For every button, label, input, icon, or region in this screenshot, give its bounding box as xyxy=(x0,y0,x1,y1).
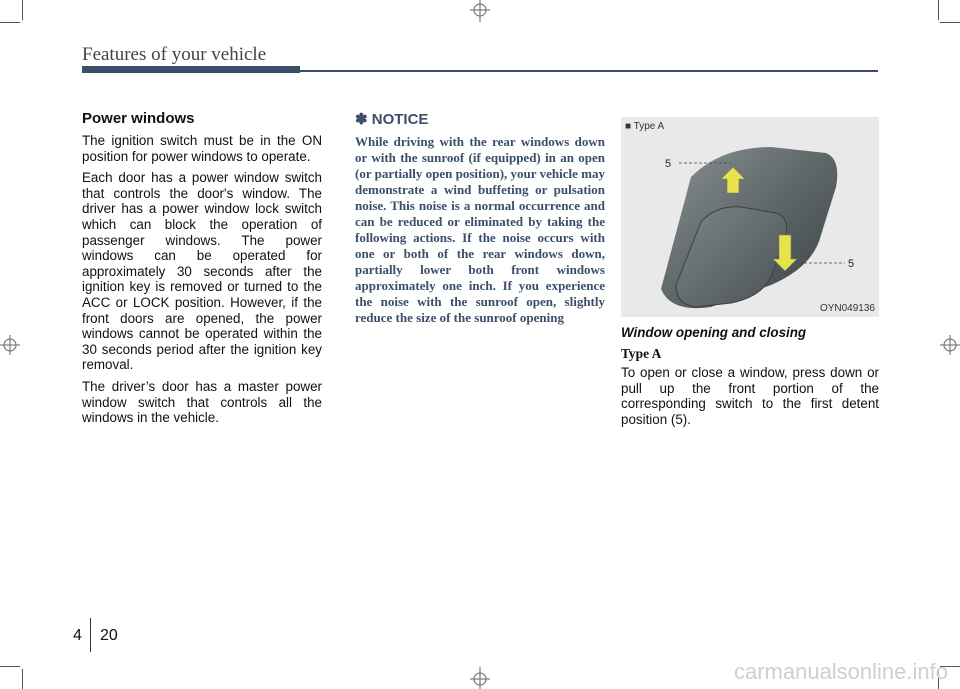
footer-divider xyxy=(90,618,91,652)
subsection-heading: Window opening and closing xyxy=(621,325,807,340)
registration-mark xyxy=(468,667,492,689)
notice-section xyxy=(355,110,605,326)
crop-mark xyxy=(0,22,20,23)
power-windows-section xyxy=(82,110,322,432)
header-rule xyxy=(300,70,878,72)
notice-body: While driving with the rear windows down or with the sunroof (if equipped) in an open (or partially open position), your vehicle may demonstrate a wind buffeting or pulsation noise. This noise is a normal occurrence and can be reduced or eliminated by taking the following actions. If the noise occurs with one or both of the rear windows down, partially lower both front windows approximately one inch. If you experience the noise with the sunroof open, slightly reduce the size of the sunroof opening xyxy=(355,134,605,325)
crop-mark xyxy=(938,0,939,20)
page-number: 20 xyxy=(100,627,118,644)
section-heading: Power windows xyxy=(82,110,195,127)
figure-type-label: ■ Type A xyxy=(625,121,665,132)
window-switch-illustration xyxy=(621,117,879,317)
registration-mark xyxy=(468,0,492,24)
window-switch-figure xyxy=(621,117,879,317)
body-paragraph: Each door has a power window switch that controls the door's window. The driver has a power window lock switch which can block the operation of passenger windows. The power windows can be operated for approximately 30 seconds after the ignition key is removed or turned to the ACC or LOCK position. However, if the front doors are opened, the power windows cannot be operated within the 30 seconds period after the ignition key removal. xyxy=(82,170,322,373)
registration-mark xyxy=(938,333,960,357)
header-bar xyxy=(82,66,300,73)
watermark: carmanualsonline.info xyxy=(733,659,948,684)
crop-mark xyxy=(0,666,20,667)
crop-mark xyxy=(22,669,23,689)
type-label: Type A xyxy=(621,346,662,361)
callout-label-bottom: 5 xyxy=(848,258,855,270)
crop-mark xyxy=(22,0,23,20)
callout-label-top: 5 xyxy=(665,158,672,170)
figure-code: OYN049136 xyxy=(819,303,875,314)
crop-mark xyxy=(940,22,960,23)
notice-title: ✽ NOTICE xyxy=(355,111,429,128)
registration-mark xyxy=(0,333,22,357)
page-header-title: Features of your vehicle xyxy=(82,44,267,65)
section-number: 4 xyxy=(73,627,82,644)
body-paragraph: The driver’s door has a master power window switch that controls all the windows in the vehicle. xyxy=(82,378,322,426)
window-opening-section xyxy=(621,113,879,433)
body-paragraph: The ignition switch must be in the ON position for power windows to operate. xyxy=(82,133,322,164)
body-paragraph: To open or close a window, press down or pull up the front portion of the corresponding switch to the first detent position (5). xyxy=(621,365,879,427)
